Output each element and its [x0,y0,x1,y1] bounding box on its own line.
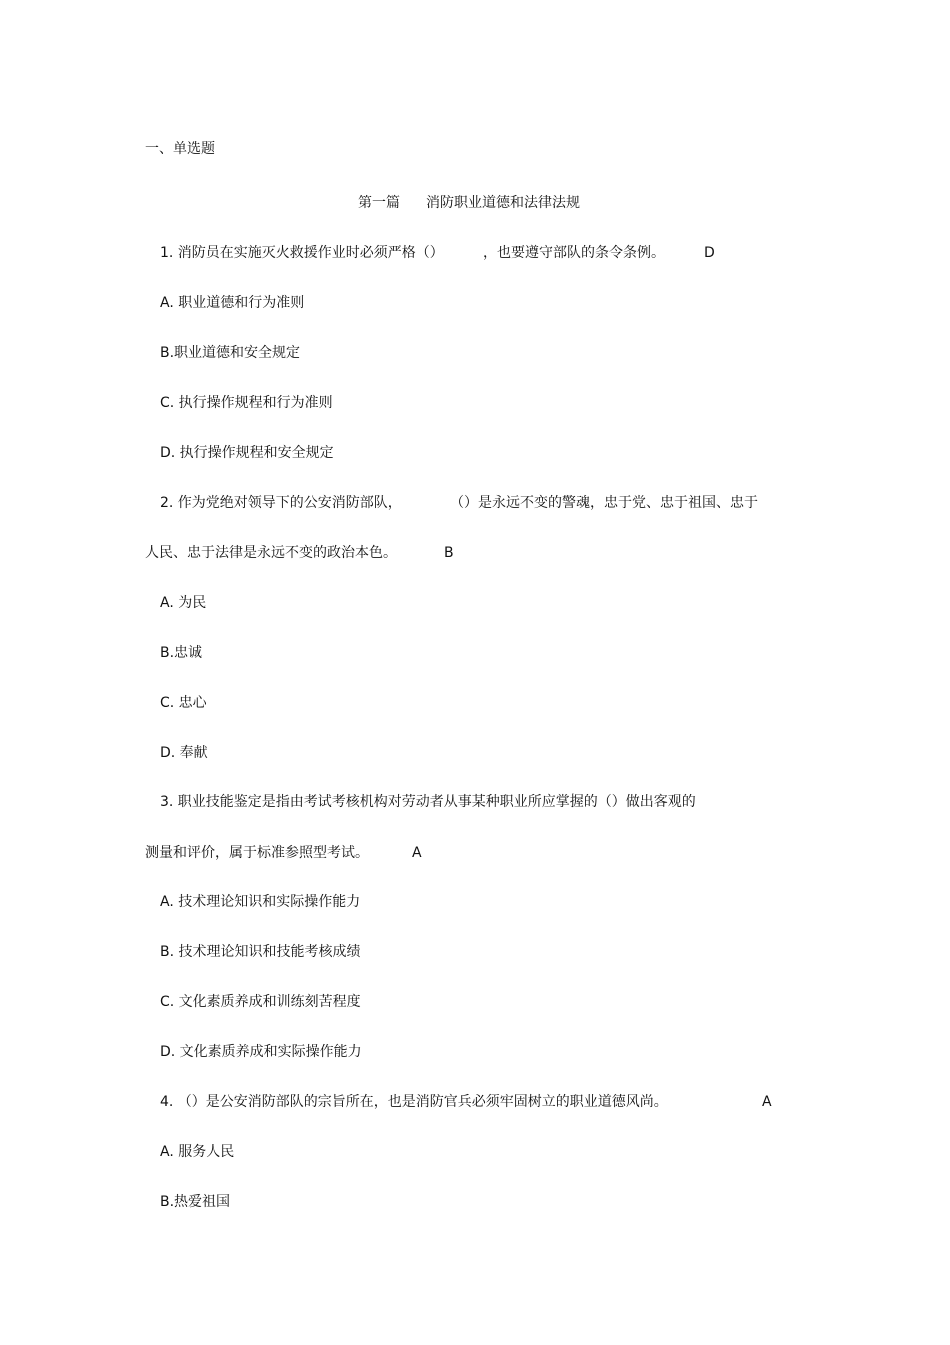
question-3-stem-line1: 3. 职业技能鉴定是指由考试考核机构对劳动者从事某种职业所应掌握的（）做出客观的 [160,794,696,810]
question-3-stem-line2: 测量和评价，属于标准参照型考试。 [145,845,369,861]
question-1-option-a: A. 职业道德和行为准则 [160,295,305,311]
chapter-title: 消防职业道德和法律法规 [426,195,580,211]
question-1-answer: D [704,245,715,261]
question-3-option-d: D. 文化素质养成和实际操作能力 [160,1044,362,1060]
question-4-option-a: A. 服务人民 [160,1144,235,1160]
question-3-answer: A [412,845,422,861]
question-2-stem-b: （）是永远不变的警魂，忠于党、忠于祖国、忠于 [450,495,758,511]
question-1-stem-a: 1. 消防员在实施灭火救援作业时必须严格（） [160,245,444,261]
question-2-option-b: B.忠诚 [160,645,203,661]
question-3-option-a: A. 技术理论知识和实际操作能力 [160,894,361,910]
question-4-answer: A [762,1094,772,1110]
question-2-option-a: A. 为民 [160,595,207,611]
chapter-part-label: 第一篇 [358,195,400,211]
question-2-stem-a: 2. 作为党绝对领导下的公安消防部队， [160,495,402,511]
question-2-answer: B [444,545,454,561]
section-heading: 一、单选题 [145,141,215,157]
question-1-option-b: B.职业道德和安全规定 [160,345,301,361]
question-2-stem-line2: 人民、忠于法律是永远不变的政治本色。 [145,545,397,561]
question-3-option-c: C. 文化素质养成和训练刻苦程度 [160,994,361,1010]
question-1-option-d: D. 执行操作规程和安全规定 [160,445,334,461]
question-4-stem: 4. （）是公安消防部队的宗旨所在，也是消防官兵必须牢固树立的职业道德风尚。 [160,1094,668,1110]
question-2-option-c: C. 忠心 [160,695,207,711]
question-3-option-b: B. 技术理论知识和技能考核成绩 [160,944,361,960]
question-1-stem-b: ，也要遵守部队的条令条例。 [483,245,665,261]
question-4-option-b: B.热爱祖国 [160,1194,231,1210]
question-2-option-d: D. 奉献 [160,745,208,761]
question-1-option-c: C. 执行操作规程和行为准则 [160,395,333,411]
